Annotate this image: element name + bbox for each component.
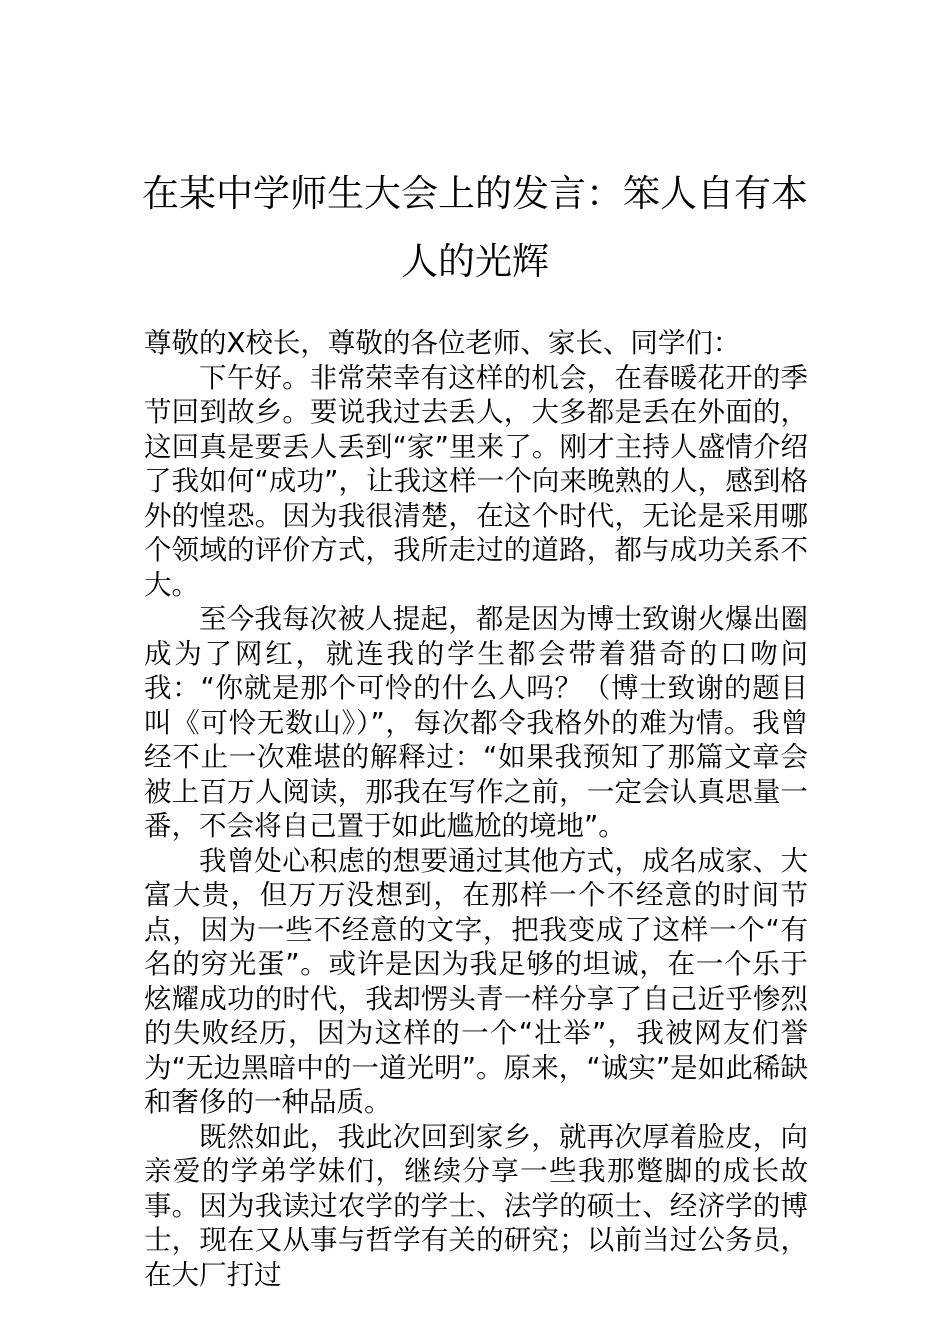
salutation: 尊敬的X校长，尊敬的各位老师、家长、同学们：	[144, 327, 741, 359]
paragraph-4: 既然如此，我此次回到家乡，就再次厚着脸皮，向亲爱的学弟学妹们，继续分享一些我那蹩脚的成长故事。因为我读过农学的学士、法学的硕士、经济学的博士，现在又从事与哲学有关的研究；以前当过公务员，在大厂打过	[144, 1120, 808, 1291]
paragraph-3: 我曾处心积虑的想要通过其他方式，成名成家、大富大贵，但万万没想到，在那样一个不经意的时间节点，因为一些不经意的文字，把我变成了这样一个“有名的穷光蛋”。或许是因为我足够的坦诚，在一个乐于炫耀成功的时代，我却愣头青一样分享了自己近乎惨烈的失败经历，因为这样的一个“壮举”，我被网友们誉为“无边黑暗中的一道光明”。原来，“诚实”是如此稀缺和奢侈的一种品质。	[144, 844, 808, 1118]
document-title: 在某中学师生大会上的发言：笨人自有本人的光辉	[142, 172, 808, 283]
paragraph-2: 至今我每次被人提起，都是因为博士致谢火爆出圈成为了网红，就连我的学生都会带着猎奇的口吻问我：“你就是那个可怜的什么人吗？（博士致谢的题目叫《可怜无数山》）”，每次都令我格外的难为情。我曾经不止一次难堪的解释过：“如果我预知了那篇文章会被上百万人阅读，那我在写作之前，一定会认真思量一番，不会将自己置于如此尴尬的境地”。	[144, 603, 808, 842]
paragraph-1: 下午好。非常荣幸有这样的机会，在春暖花开的季节回到故乡。要说我过去丢人，大多都是丢在外面的，这回真是要丢人丢到“家”里来了。刚才主持人盛情介绍了我如何“成功”，让我这样一个向来晚熟的人，感到格外的惶恐。因为我很清楚，在这个时代，无论是采用哪个领域的评价方式，我所走过的道路，都与成功关系不大。	[144, 361, 808, 601]
document-body	[144, 326, 808, 1292]
